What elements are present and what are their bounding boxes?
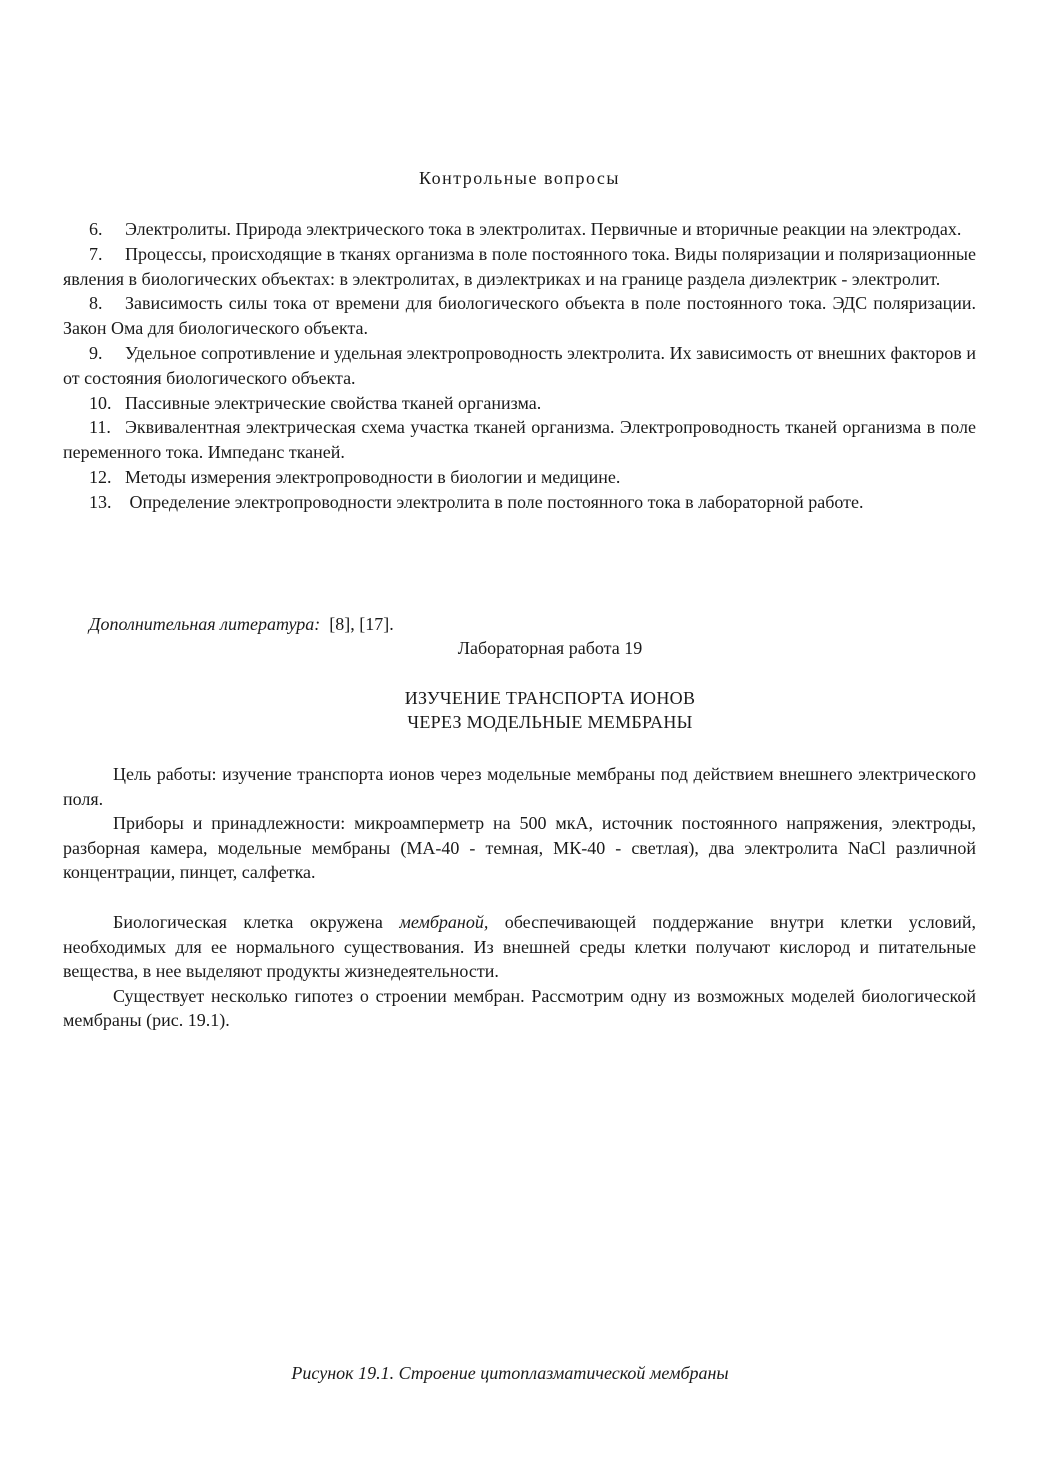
- hypotheses-paragraph: Существует несколько гипотез о строении мембран. Рассмотрим одну из возможных моделей биологической мембраны (рис. 19.1).: [63, 985, 976, 1030]
- literature-refs: [8], [17].: [329, 614, 394, 634]
- question-number: 8.: [89, 293, 103, 314]
- literature-label: Дополнительная литература:: [89, 614, 321, 634]
- equipment-paragraph: Приборы и принадлежности: микроамперметр на 500 мкА, источник постоянного напряжения, электроды, разборная камера, модельные мембраны (МА-40 - темная, МК-40 - светлая), два электролита NaCl различной концентрации, пинцет, салфетка.: [63, 813, 976, 882]
- lab-topic: [0, 686, 1039, 734]
- paragraph-text: Биологическая клетка окружена: [113, 912, 400, 932]
- additional-literature: [89, 614, 394, 635]
- paragraph-text: обеспечивающей поддержание внутри клетки условий, необходимых для ее нормального существования. Из внешней среды клетки получают кислород и питательные вещества, в нее выделяют продукты жизнедеятельности.: [63, 912, 976, 981]
- body-text: [63, 910, 976, 1033]
- question-item: [63, 242, 976, 292]
- question-item: [63, 415, 976, 465]
- question-item: [63, 490, 976, 515]
- question-number: 11.: [89, 417, 111, 438]
- question-text: Электролиты. Природа электрического тока в электролитах. Первичные и вторичные реакции на электродах.: [125, 219, 962, 239]
- section-heading: Контрольные вопросы: [418, 168, 621, 188]
- lab-intro: [63, 762, 976, 885]
- membrane-paragraph: [63, 910, 976, 984]
- question-text: Эквивалентная электрическая схема участка тканей организма. Электропроводность тканей организма в поле переменного тока. Импеданс тканей.: [63, 417, 976, 463]
- lab-topic-line: ЧЕРЕЗ МОДЕЛЬНЫЕ МЕМБРАНЫ: [407, 712, 693, 732]
- figure-caption: Рисунок 19.1. Строение цитоплазматической мембраны: [291, 1363, 729, 1383]
- question-number: 9.: [89, 342, 103, 363]
- lab-title: Лабораторная работа 19: [457, 638, 643, 658]
- question-item: [63, 217, 976, 242]
- question-item: [63, 291, 976, 341]
- question-text: Методы измерения электропроводности в биологии и медицине.: [125, 466, 621, 487]
- lab-topic-line: ИЗУЧЕНИЕ ТРАНСПОРТА ИОНОВ: [404, 688, 696, 708]
- question-text: Определение электропроводности электролита в поле постоянного тока в лабораторной работе.: [125, 491, 864, 512]
- goal-paragraph: Цель работы: изучение транспорта ионов через модельные мембраны под действием внешнего электрического поля.: [63, 764, 976, 809]
- question-number: 7.: [89, 243, 103, 264]
- question-text: Зависимость силы тока от времени для биологического объекта в поле постоянного тока. ЭДС поляризации. Закон Ома для биологического объекта.: [63, 293, 976, 339]
- question-number: 12.: [89, 466, 112, 487]
- question-number: 13.: [89, 491, 112, 512]
- question-item: [63, 341, 976, 391]
- question-number: 10.: [89, 392, 112, 413]
- question-item: [63, 391, 976, 416]
- emphasis-term: мембраной,: [399, 912, 489, 932]
- questions-list: [63, 217, 976, 515]
- question-number: 6.: [89, 219, 103, 239]
- question-text: Удельное сопротивление и удельная электропроводность электролита. Их зависимость от внешних факторов и от состояния биологического объекта.: [63, 342, 976, 388]
- question-item: [63, 465, 976, 490]
- question-text: Пассивные электрические свойства тканей организма.: [125, 392, 542, 413]
- question-text: Процессы, происходящие в тканях организма в поле постоянного тока. Виды поляризации и поляризационные явления в биологических объектах: в электролитах, в диэлектриках и на границе раздела диэлектрик - электролит.: [63, 243, 976, 289]
